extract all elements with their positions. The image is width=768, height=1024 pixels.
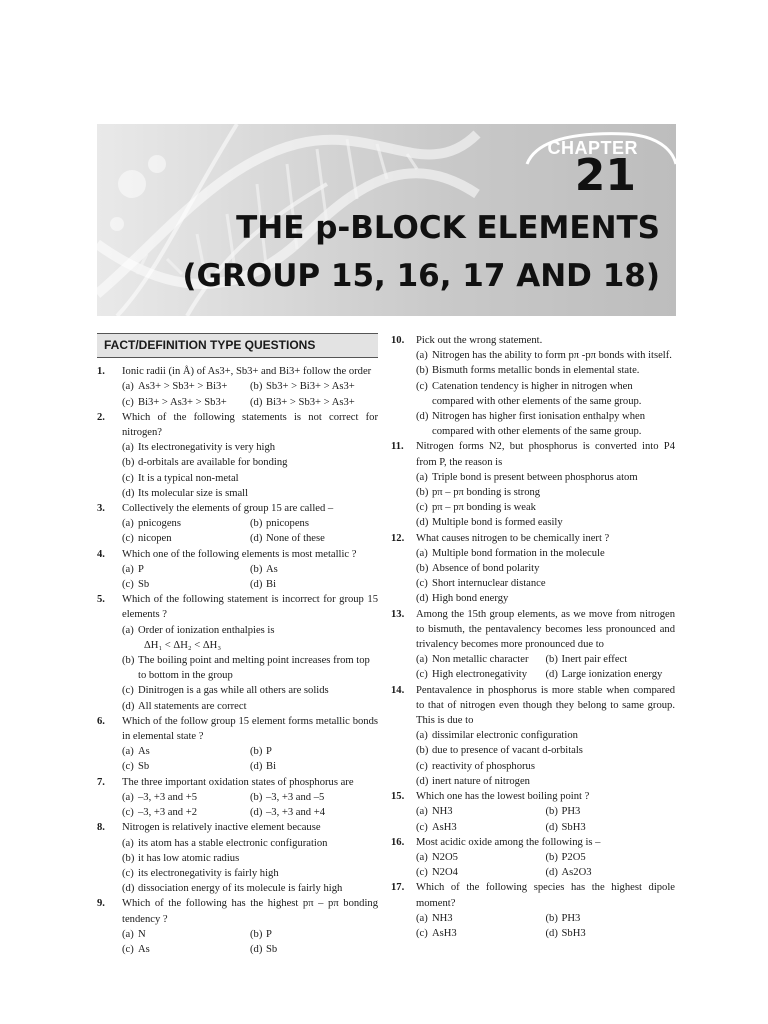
option-d: Its molecular size is small xyxy=(138,487,249,499)
section-heading: FACT/DEFINITION TYPE QUESTIONS xyxy=(97,333,378,358)
question-10: 10. Pick out the wrong statement. xyxy=(391,335,543,346)
option-d: As2O3 xyxy=(561,867,592,879)
option-b: Absence of bond polarity xyxy=(432,563,540,575)
right-column: 10. Pick out the wrong statement. (a) Nitrogen has the ability to form pπ -pπ bonds with itself. (b) Bismuth forms metallic bonds in elemental state. (c) Catenation tendency is higher in nitrogen when compared with other elements of the same group. (d) Nitrogen has higher first ionisation enthalpy when compared with other elements of the same group. 11. Nitrogen forms N2, but phosphorus is converted into P4 from P, the reason is (a) Triple bond is present between phosphorus atom (b) pπ – pπ bonding is strong (c) pπ – pπ bonding is weak (d) Multiple bond is formed easily 12. What causes nitrogen to be chemically inert ? (a) Multiple bond formation in the molecule (b) Absence of bond polarity (c) Short internuclear distance (d) High bond energy 13. Among the 15th group elements, as we move from nitrogen to bismuth, the pentavalency becomes less pronounced and trivalency becomes more pronounced due to (a) Non metallic character (b) Inert pair effect (c) High electronegativity (d) Large ionization energy 14. Pentavalence in phosphorus is more stable when compared to that of nitrogen even though they belong to same group. This is due to (a) dissimilar electronic configuration (b) due to presence of vacant d-orbitals (c) reactivity of phosphorus (d) inert nature of nitrogen 15. Which one has the lowest boiling point ? (a) NH3 (b) PH3 (c) AsH3 (d) SbH3 16. Most acidic oxide among the following is – (a) N2O5 (b) P2O5 (c) N2O4 (d) As2O3 17. Which of the following species has the highest dipole moment? (a) NH3 (b) PH3 (c) AsH3 (d) SbH3 xyxy=(391,333,675,941)
question-11: 11. Nitrogen forms N2, but phosphorus is converted into P4 from P, the reason is xyxy=(391,441,675,468)
option-b: P xyxy=(266,928,272,940)
option-d: High bond energy xyxy=(432,593,509,605)
option-c: Catenation tendency is higher in nitrogen when compared with other elements of the same group. xyxy=(432,380,642,407)
option-a: –3, +3 and +5 xyxy=(138,791,198,803)
option-c: Sb xyxy=(138,761,150,773)
option-a: NH3 xyxy=(432,912,453,924)
question-15: 15. Which one has the lowest boiling point ? xyxy=(391,791,590,803)
option-d: Bi xyxy=(266,579,277,591)
option-b: pπ – pπ bonding is strong xyxy=(432,487,541,499)
ionization-order-formula: ΔH₁ < ΔH₂ < ΔH₃ xyxy=(144,639,222,651)
question-17: 17. Which of the following species has the highest dipole moment? xyxy=(391,882,675,909)
option-a: Multiple bond formation in the molecule xyxy=(432,547,605,559)
option-b: pnicopens xyxy=(266,518,309,530)
option-a: As3+ > Sb3+ > Bi3+ xyxy=(138,381,228,393)
question-13: 13. Among the 15th group elements, as we move from nitrogen to bismuth, the pentavalency becomes less pronounced and trivalency becomes more pronounced due to xyxy=(391,608,675,651)
option-c: Bi3+ > As3+ > Sb3+ xyxy=(138,396,227,408)
option-a: Order of ionization enthalpies is xyxy=(138,624,275,636)
option-c: High electronegativity xyxy=(432,669,528,681)
chapter-banner xyxy=(97,124,676,316)
option-a: its atom has a stable electronic configuration xyxy=(138,837,328,849)
option-c: Dinitrogen is a gas while all others are solids xyxy=(138,685,329,697)
chapter-label: CHAPTER xyxy=(547,138,638,158)
option-b: –3, +3 and –5 xyxy=(266,791,325,803)
option-a: N2O5 xyxy=(432,851,458,863)
option-c: Sb xyxy=(138,579,150,591)
option-a: Its electronegativity is very high xyxy=(138,442,276,454)
option-b: P xyxy=(266,746,272,758)
option-c: reactivity of phosphorus xyxy=(432,760,535,772)
option-a: P xyxy=(138,563,144,575)
option-b: Inert pair effect xyxy=(561,654,628,666)
option-c: As xyxy=(138,943,150,955)
option-d: Sb xyxy=(266,943,278,955)
chapter-title-line2: (GROUP 15, 16, 17 AND 18) xyxy=(182,258,660,294)
chapter-title-line1: THE p-BLOCK ELEMENTS xyxy=(236,210,660,246)
question-16: 16. Most acidic oxide among the following is – xyxy=(391,836,601,848)
option-d: Bi3+ > Sb3+ > As3+ xyxy=(266,396,355,408)
option-d: Large ionization energy xyxy=(561,669,663,681)
question-7: 7. The three important oxidation states of phosphorus are xyxy=(97,776,354,788)
option-a: dissimilar electronic configuration xyxy=(432,730,578,742)
option-a: N xyxy=(138,928,146,940)
question-2: 2. Which of the following statements is not correct for nitrogen? xyxy=(97,411,378,439)
option-c: It is a typical non-metal xyxy=(138,472,239,484)
question-8: 8. Nitrogen is relatively inactive element because xyxy=(97,822,321,834)
option-b: As xyxy=(266,563,278,575)
option-b: The boiling point and melting point increases from top to bottom in the group xyxy=(138,655,370,682)
option-c: –3, +3 and +2 xyxy=(138,807,198,819)
question-14: 14. Pentavalence in phosphorus is more stable when compared to that of nitrogen even though they belong to same group. This is due to xyxy=(391,684,675,727)
option-b: Sb3+ > Bi3+ > As3+ xyxy=(266,381,355,393)
option-d: Nitrogen has higher first ionisation enthalpy when compared with other elements of the same group. xyxy=(432,411,646,438)
option-a: As xyxy=(138,746,150,758)
option-c: AsH3 xyxy=(432,927,457,939)
option-c: pπ – pπ bonding is weak xyxy=(432,502,536,514)
question-1: 1. Ionic radii (in Å) of As3+, Sb3+ and Bi3+ follow the order xyxy=(97,366,372,378)
chapter-number: 21 xyxy=(574,150,636,201)
option-a: Nitrogen has the ability to form pπ -pπ bonds with itself. xyxy=(432,350,672,362)
option-c: Short internuclear distance xyxy=(432,578,546,590)
option-a: NH3 xyxy=(432,806,453,818)
option-d: All statements are correct xyxy=(138,700,247,712)
option-d: Bi xyxy=(266,761,277,773)
option-d: Multiple bond is formed easily xyxy=(432,517,563,529)
question-4: 4. Which one of the following elements is most metallic ? xyxy=(97,548,357,560)
question-3: 3. Collectively the elements of group 15 are called – xyxy=(97,503,334,515)
left-column: FACT/DEFINITION TYPE QUESTIONS 1. Ionic radii (in Å) of As3+, Sb3+ and Bi3+ follow the order (a) As3+ > Sb3+ > Bi3+ (b) Sb3+ > Bi3+ > As3+ (c) Bi3+ > As3+ > Sb3+ (d) Bi3+ > Sb3+ > As3+ 2. Which of the following statements is not correct for nitrogen? (a) Its electronegativity is very high (b) d-orbitals are available for bonding (c) It is a typical non-metal (d) Its molecular size is small 3. Collectively the elements of group 15 are called – (a) pnicogens (b) pnicopens (c) nicopen (d) None of these 4. Which one of the following elements is most metallic ? (a) P (b) As (c) Sb (d) Bi 5. Which of the following statement is incorrect for group 15 elements ? (a) Order of ionization enthalpies is ΔH₁ < ΔH₂ < ΔH₃ (b) The boiling point and melting point increases from top to bottom in the group (c) Dinitrogen is a gas while all others are solids (d) All statements are correct 6. Which of the follow group 15 element forms metallic bonds in elemental state ? (a) As (b) P (c) Sb (d) Bi 7. The three important oxidation states of phosphorus are (a) –3, +3 and +5 (b) –3, +3 and –5 (c) –3, +3 and +2 (d) –3, +3 and +4 8. Nitrogen is relatively inactive element because (a) its atom has a stable electronic configuration (b) it has low atomic radius (c) its electronegativity is fairly high (d) dissociation energy of its molecule is fairly high 9. Which of the following has the highest pπ – pπ bonding tendency ? (a) N (b) P (c) As (d) Sb xyxy=(97,333,378,957)
option-b: PH3 xyxy=(561,806,581,818)
option-c: its electronegativity is fairly high xyxy=(138,867,279,879)
option-d: SbH3 xyxy=(561,821,586,833)
option-d: None of these xyxy=(266,533,325,545)
question-9: 9. Which of the following has the highest pπ – pπ bonding tendency ? xyxy=(97,898,378,925)
option-d: inert nature of nitrogen xyxy=(432,775,530,787)
option-d: –3, +3 and +4 xyxy=(266,807,326,819)
option-b: PH3 xyxy=(561,912,581,924)
option-b: due to presence of vacant d-orbitals xyxy=(432,745,583,757)
option-a: Non metallic character xyxy=(432,654,529,666)
option-c: nicopen xyxy=(138,533,172,545)
option-a: Triple bond is present between phosphorus atom xyxy=(432,471,638,483)
option-a: pnicogens xyxy=(138,518,181,530)
option-b: d-orbitals are available for bonding xyxy=(138,457,288,469)
option-d: SbH3 xyxy=(561,927,586,939)
question-5: 5. Which of the following statement is incorrect for group 15 elements ? xyxy=(97,594,378,621)
option-b: it has low atomic radius xyxy=(138,852,240,864)
option-c: N2O4 xyxy=(432,867,458,879)
option-b: P2O5 xyxy=(561,851,586,863)
question-12: 12. What causes nitrogen to be chemically inert ? xyxy=(391,532,610,544)
option-d: dissociation energy of its molecule is fairly high xyxy=(138,883,343,895)
option-b: Bismuth forms metallic bonds in elemental state. xyxy=(432,365,640,377)
question-6: 6. Which of the follow group 15 element forms metallic bonds in elemental state ? xyxy=(97,715,378,743)
option-c: AsH3 xyxy=(432,821,457,833)
